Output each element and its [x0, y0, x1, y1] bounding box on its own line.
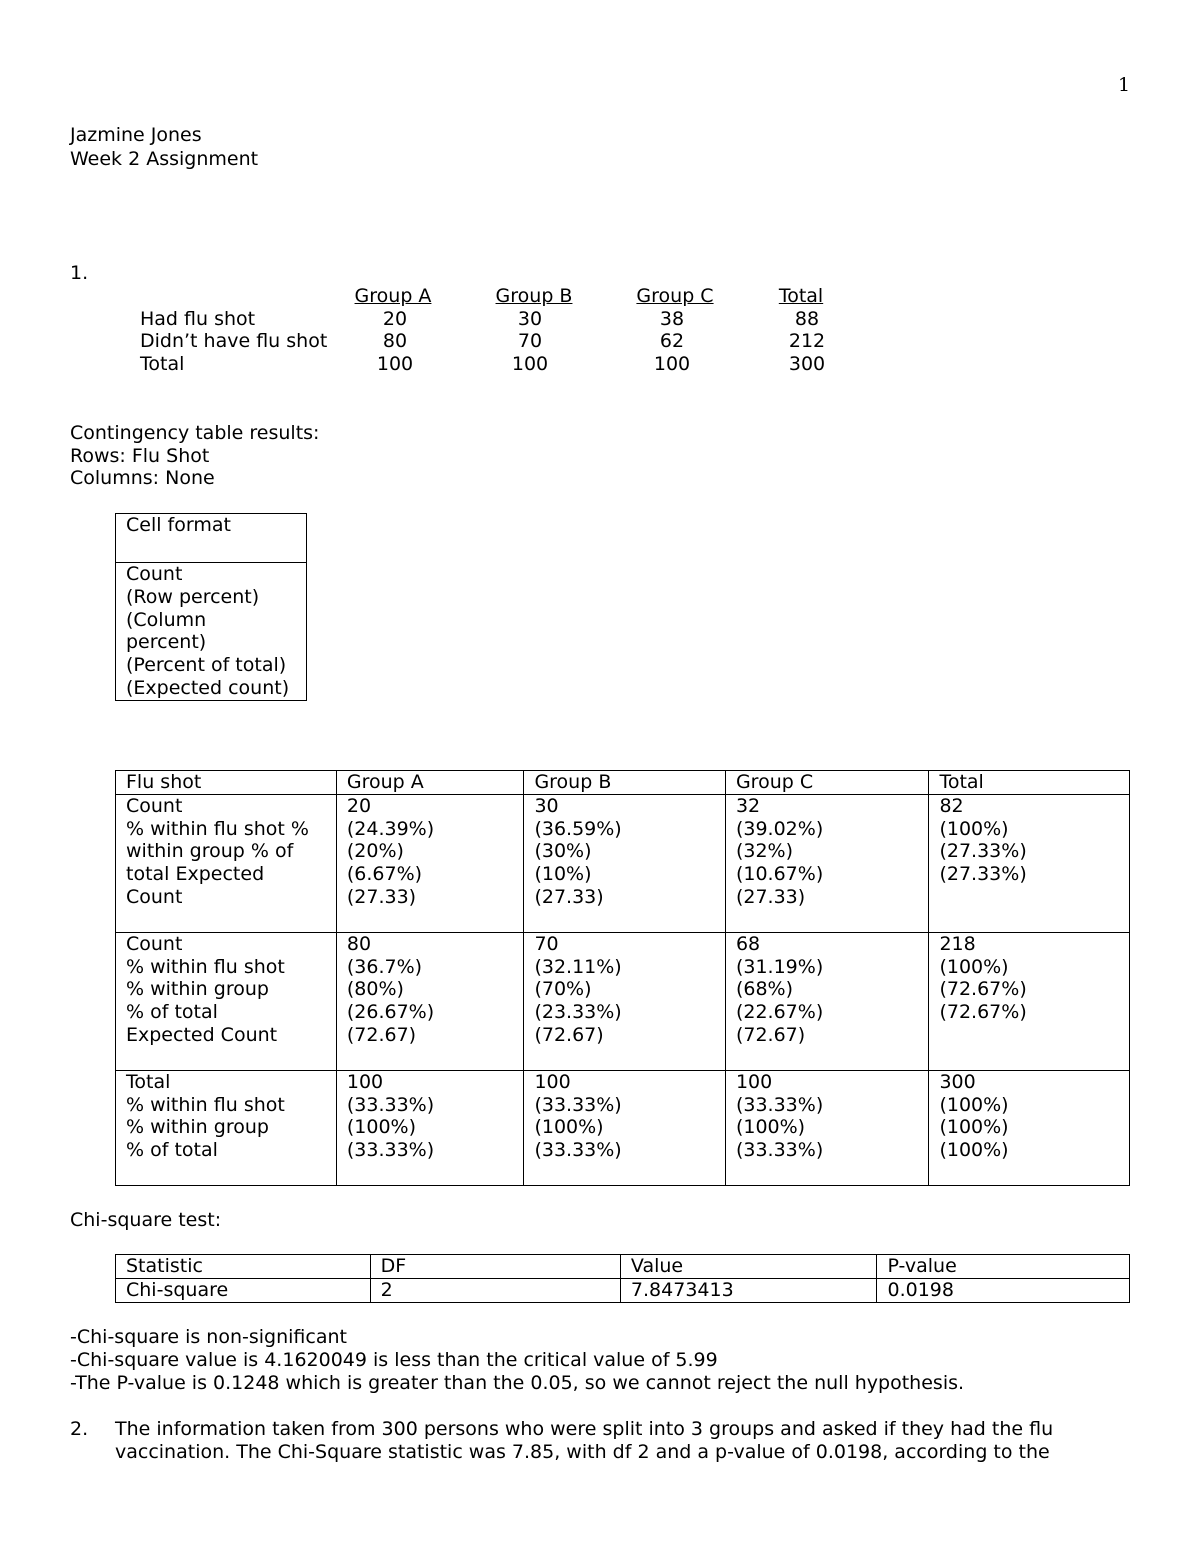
question-1-label: 1. — [70, 262, 89, 284]
contingency-table — [115, 770, 1130, 1186]
contingency-cell: Count % within flu shot % within group % of total Expected Count — [116, 794, 337, 932]
note-line: -Chi-square value is 4.1620049 is less than the critical value of 5.99 — [70, 1349, 718, 1371]
contingency-cell: 218 (100%) (72.67%) (72.67%) — [929, 932, 1130, 1070]
contingency-cell: 70 (32.11%) (70%) (23.33%) (72.67) — [524, 932, 726, 1070]
contingency-cell: 80 (36.7%) (80%) (26.67%) (72.67) — [336, 932, 524, 1070]
summary-cell: 100 — [653, 353, 691, 375]
author-name: Jazmine Jones — [70, 124, 202, 146]
summary-cell: 88 — [794, 308, 820, 330]
contingency-header-cell: Group B — [524, 771, 726, 795]
contingency-row-no-flu-shot — [116, 932, 1130, 1070]
chi-square-title: Chi-square test: — [70, 1209, 222, 1231]
contingency-cell: 100 (33.33%) (100%) (33.33%) — [725, 1070, 929, 1185]
summary-cell: 100 — [511, 353, 549, 375]
chi-cell: 7.8473413 — [620, 1278, 877, 1302]
summary-cell: 100 — [376, 353, 414, 375]
note-line: -Chi-square is non-significant — [70, 1326, 347, 1348]
chi-header-row — [116, 1255, 1130, 1279]
question-2-text-line: The information taken from 300 persons who were split into 3 groups and asked if they had the flu — [115, 1418, 1054, 1440]
summary-cell: 20 — [382, 308, 408, 330]
summary-cell: 62 — [659, 330, 685, 352]
cell-format-table — [115, 513, 307, 701]
summary-cell: 30 — [517, 308, 543, 330]
chi-header-cell: Value — [620, 1255, 877, 1279]
cell-format-header: Cell format — [116, 514, 307, 563]
contingency-columns-label: Columns: None — [70, 467, 215, 489]
contingency-cell: 20 (24.39%) (20%) (6.67%) (27.33) — [336, 794, 524, 932]
summary-row-label: Total — [140, 353, 185, 375]
summary-row-no-flu-shot — [140, 330, 840, 352]
chi-cell: Chi-square — [116, 1278, 371, 1302]
contingency-cell: 68 (31.19%) (68%) (22.67%) (72.67) — [725, 932, 929, 1070]
summary-header-total: Total — [778, 285, 824, 307]
contingency-cell: 100 (33.33%) (100%) (33.33%) — [524, 1070, 726, 1185]
summary-row-label: Didn’t have flu shot — [140, 330, 328, 352]
contingency-header-cell: Group C — [725, 771, 929, 795]
chi-cell: 2 — [370, 1278, 620, 1302]
question-2-number: 2. — [70, 1418, 89, 1440]
contingency-cell: 30 (36.59%) (30%) (10%) (27.33) — [524, 794, 726, 932]
contingency-header-cell: Group A — [336, 771, 524, 795]
contingency-header-row — [116, 771, 1130, 795]
contingency-rows-label: Rows: Flu Shot — [70, 445, 210, 467]
summary-row-label: Had flu shot — [140, 308, 256, 330]
question-2-text-line: vaccination. The Chi-Square statistic was 7.85, with df 2 and a p-value of 0.0198, according to the — [115, 1441, 1050, 1463]
summary-cell: 80 — [382, 330, 408, 352]
cell-format-body: Count (Row percent) (Column percent) (Percent of total) (Expected count) — [116, 563, 307, 701]
chi-header-cell: DF — [370, 1255, 620, 1279]
summary-header-group-a: Group A — [354, 285, 432, 307]
summary-header-group-b: Group B — [495, 285, 573, 307]
chi-header-cell: P-value — [877, 1255, 1130, 1279]
page-number: 1 — [1118, 74, 1131, 96]
contingency-row-total — [116, 1070, 1130, 1185]
contingency-title: Contingency table results: — [70, 422, 320, 444]
summary-cell: 70 — [517, 330, 543, 352]
contingency-cell: Count % within flu shot % within group % of total Expected Count — [116, 932, 337, 1070]
contingency-cell: 32 (39.02%) (32%) (10.67%) (27.33) — [725, 794, 929, 932]
summary-cell: 300 — [788, 353, 826, 375]
contingency-row-had-flu-shot — [116, 794, 1130, 932]
summary-row-had-flu-shot — [140, 308, 840, 330]
chi-header-cell: Statistic — [116, 1255, 371, 1279]
summary-row-total — [140, 353, 840, 375]
chi-square-table — [115, 1254, 1130, 1303]
note-line: -The P-value is 0.1248 which is greater than the 0.05, so we cannot reject the null hypothesis. — [70, 1372, 965, 1394]
assignment-title: Week 2 Assignment — [70, 148, 259, 170]
chi-data-row — [116, 1278, 1130, 1302]
contingency-cell: 300 (100%) (100%) (100%) — [929, 1070, 1130, 1185]
contingency-cell: 100 (33.33%) (100%) (33.33%) — [336, 1070, 524, 1185]
contingency-header-cell: Total — [929, 771, 1130, 795]
contingency-cell: Total % within flu shot % within group % of total — [116, 1070, 337, 1185]
summary-header-group-c: Group C — [636, 285, 714, 307]
summary-header-row — [140, 285, 840, 307]
contingency-cell: 82 (100%) (27.33%) (27.33%) — [929, 794, 1130, 932]
chi-cell: 0.0198 — [877, 1278, 1130, 1302]
summary-cell: 38 — [659, 308, 685, 330]
contingency-header-cell: Flu shot — [116, 771, 337, 795]
summary-cell: 212 — [788, 330, 826, 352]
